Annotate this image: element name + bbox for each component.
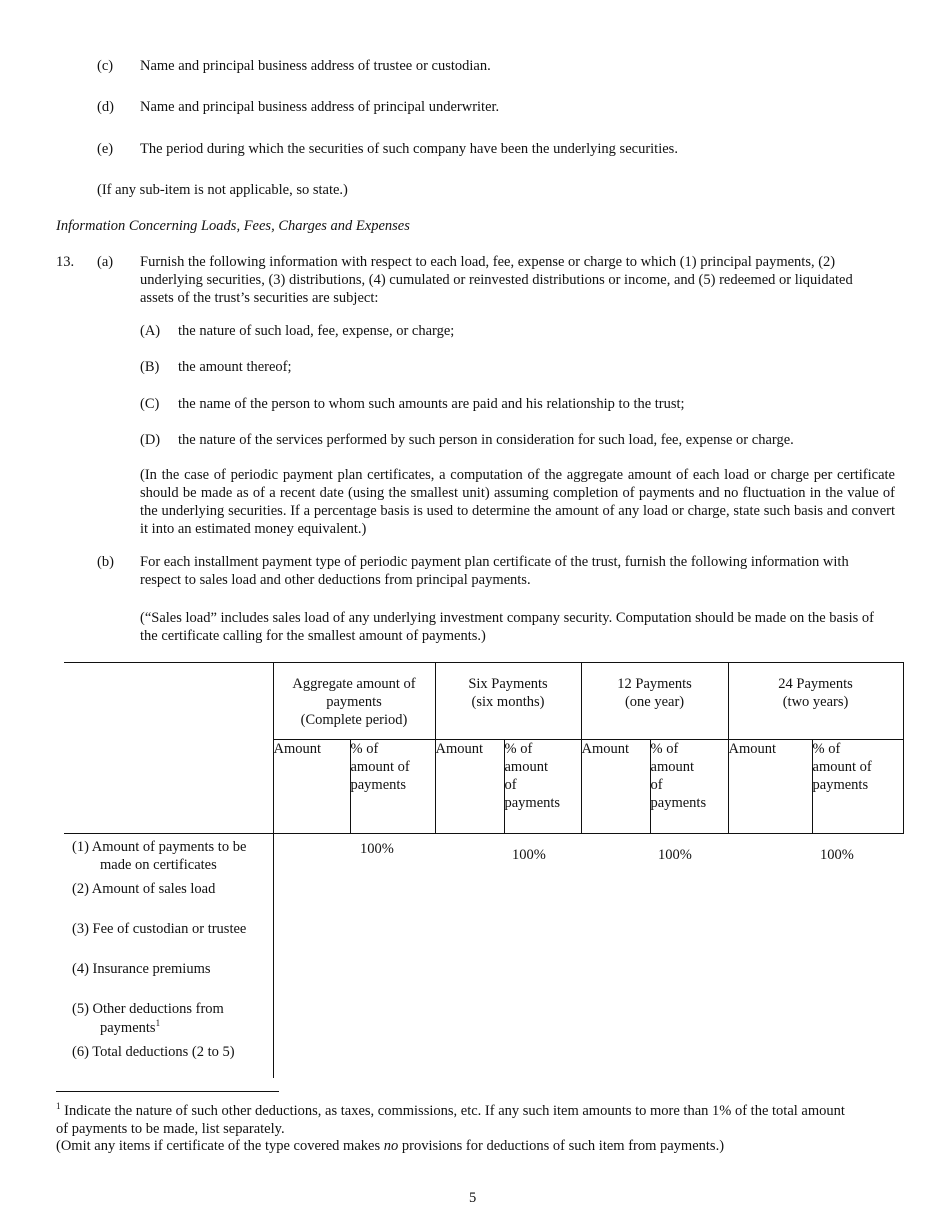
group-header-line: (Complete period) (300, 712, 408, 729)
footnote-marker: 1 (56, 1101, 61, 1111)
subitem-text-A: the nature of such load, fee, expense, or charge; (178, 323, 455, 339)
table-row-label: (2) Amount of sales load (72, 881, 216, 897)
col-header-line: % of (350, 741, 379, 757)
item-13b-text: For each installment payment type of periodic payment plan certificate of the trust, furnish the following information with respect to sales load and other deductions from principal payments. (140, 554, 849, 589)
col-header-line: amount of (350, 759, 410, 776)
table-row-label (72, 838, 246, 874)
subitem-text-D: the nature of the services performed by such person in consideration for such load, fee, expense or charge. (178, 432, 794, 448)
table-row-label: (4) Insurance premiums (72, 961, 211, 977)
item-label-c: (c) (97, 58, 114, 74)
col-header-pct (650, 740, 728, 834)
col-header-amount: Amount (581, 740, 650, 834)
col-header-line: amount (504, 759, 548, 776)
group-header-line: 24 Payments (778, 676, 853, 692)
col-header-line: % of (504, 741, 533, 757)
table-subheader-blank (64, 740, 273, 834)
col-header-pct (350, 740, 435, 834)
group-header-line: (two years) (782, 694, 849, 711)
item-label-e: (e) (97, 141, 114, 157)
omit-note-before: (Omit any items if certificate of the type covered makes (56, 1138, 384, 1154)
page-number: 5 (469, 1190, 477, 1206)
group-header-line: 12 Payments (617, 676, 692, 692)
periodic-payment-note: (In the case of periodic payment plan certificates, a computation of the aggregate amount of each load or charge per certificate should be made as of a recent date (using the smallest unit) assuming completion of payments and no fluctuation in the value of the underlying securities. If a percentage basis is used to determine the amount of any load or charge, state such basis and convert it into an estimated money equivalent.) (140, 467, 895, 538)
row-label-line: (1) Amount of payments to be (72, 839, 247, 855)
col-header-line: payments (350, 777, 407, 794)
col-header-line: payments (812, 777, 869, 794)
col-header-line: amount of (812, 759, 872, 776)
group-header-line: (one year) (624, 694, 685, 711)
row-label-line-with-sup (72, 1018, 224, 1037)
subitem-text-B: the amount thereof; (178, 359, 292, 375)
subitem-label-D: (D) (140, 432, 161, 448)
omit-note-after: provisions for deductions of such item from payments.) (398, 1138, 725, 1154)
footnote-rule (56, 1091, 279, 1092)
col-header-line: payments (504, 795, 561, 812)
footnote-body: Indicate the nature of such other deductions, as taxes, commissions, etc. If any such item amounts to more than 1% of the total amount of payments to be made, list separately. (56, 1102, 845, 1137)
col-header-pct (504, 740, 581, 834)
table-body-divider (273, 833, 274, 1078)
item-13-number: 13. (56, 254, 75, 270)
item-text-d: Name and principal business address of principal underwriter. (140, 99, 500, 115)
item-label-d: (d) (97, 99, 114, 115)
table-row-label: (6) Total deductions (2 to 5) (72, 1044, 235, 1060)
row1-pct-twelve: 100% (658, 847, 692, 863)
footnote-text (56, 1101, 856, 1138)
group-header-line: Aggregate amount of (292, 676, 416, 692)
col-header-line: of (650, 777, 663, 794)
col-header-line: % of (812, 741, 841, 757)
footnote-ref: 1 (155, 1018, 161, 1029)
col-header-line: payments (650, 795, 707, 812)
group-header-aggregate (273, 663, 435, 740)
row1-pct-six: 100% (512, 847, 546, 863)
col-header-pct (812, 740, 903, 834)
row1-pct-twentyfour: 100% (820, 847, 854, 863)
item-text-e: The period during which the securities of such company have been the underlying securities. (140, 141, 678, 157)
row1-pct-aggregate: 100% (360, 841, 394, 857)
omit-note (56, 1137, 724, 1155)
group-header-line: payments (326, 694, 382, 711)
group-header-24-payments (728, 663, 903, 740)
group-header-six-payments (435, 663, 581, 740)
col-header-amount: Amount (273, 740, 350, 834)
group-header-line: (six months) (471, 694, 545, 711)
subitem-text-C: the name of the person to whom such amounts are paid and his relationship to the trust; (178, 396, 685, 412)
col-header-amount: Amount (728, 740, 812, 834)
section-heading: Information Concerning Loads, Fees, Charges and Expenses (56, 218, 410, 234)
group-header-line: Six Payments (468, 676, 548, 692)
subitem-label-C: (C) (140, 396, 160, 412)
sales-load-note: (“Sales load” includes sales load of any underlying investment company security. Computation should be made on the basis of the certificate calling for the smallest amount of payments.) (140, 610, 874, 645)
col-header-line: amount (650, 759, 695, 776)
item-text-c: Name and principal business address of trustee or custodian. (140, 58, 491, 74)
row-label-line: made on certificates (100, 857, 217, 874)
item-13b-label: (b) (97, 554, 114, 570)
table-row-label: (3) Fee of custodian or trustee (72, 921, 247, 937)
omit-note-italic: no (383, 1138, 399, 1154)
col-header-line: % of (650, 741, 679, 757)
group-header-12-payments (581, 663, 728, 740)
subitem-label-B: (B) (140, 359, 160, 375)
item-13a-text: Furnish the following information with respect to each load, fee, expense or charge to which (1) principal payments, (2) underlying securities, (3) distributions, (4) cumulated or reinvested distributions or income, and (5) redeemed or liquidated assets of the trust’s securities are subject: (140, 254, 853, 307)
item-13a-label: (a) (97, 254, 114, 270)
table-header-blank (64, 663, 273, 740)
table-row-label (72, 1000, 224, 1037)
not-applicable-note: (If any sub-item is not applicable, so state.) (97, 182, 348, 198)
row-label-text: payments (100, 1019, 156, 1036)
col-header-amount: Amount (435, 740, 504, 834)
subitem-label-A: (A) (140, 323, 161, 339)
row-label-line: (5) Other deductions from (72, 1001, 224, 1017)
col-header-line: of (504, 777, 517, 794)
deductions-table (64, 662, 904, 834)
